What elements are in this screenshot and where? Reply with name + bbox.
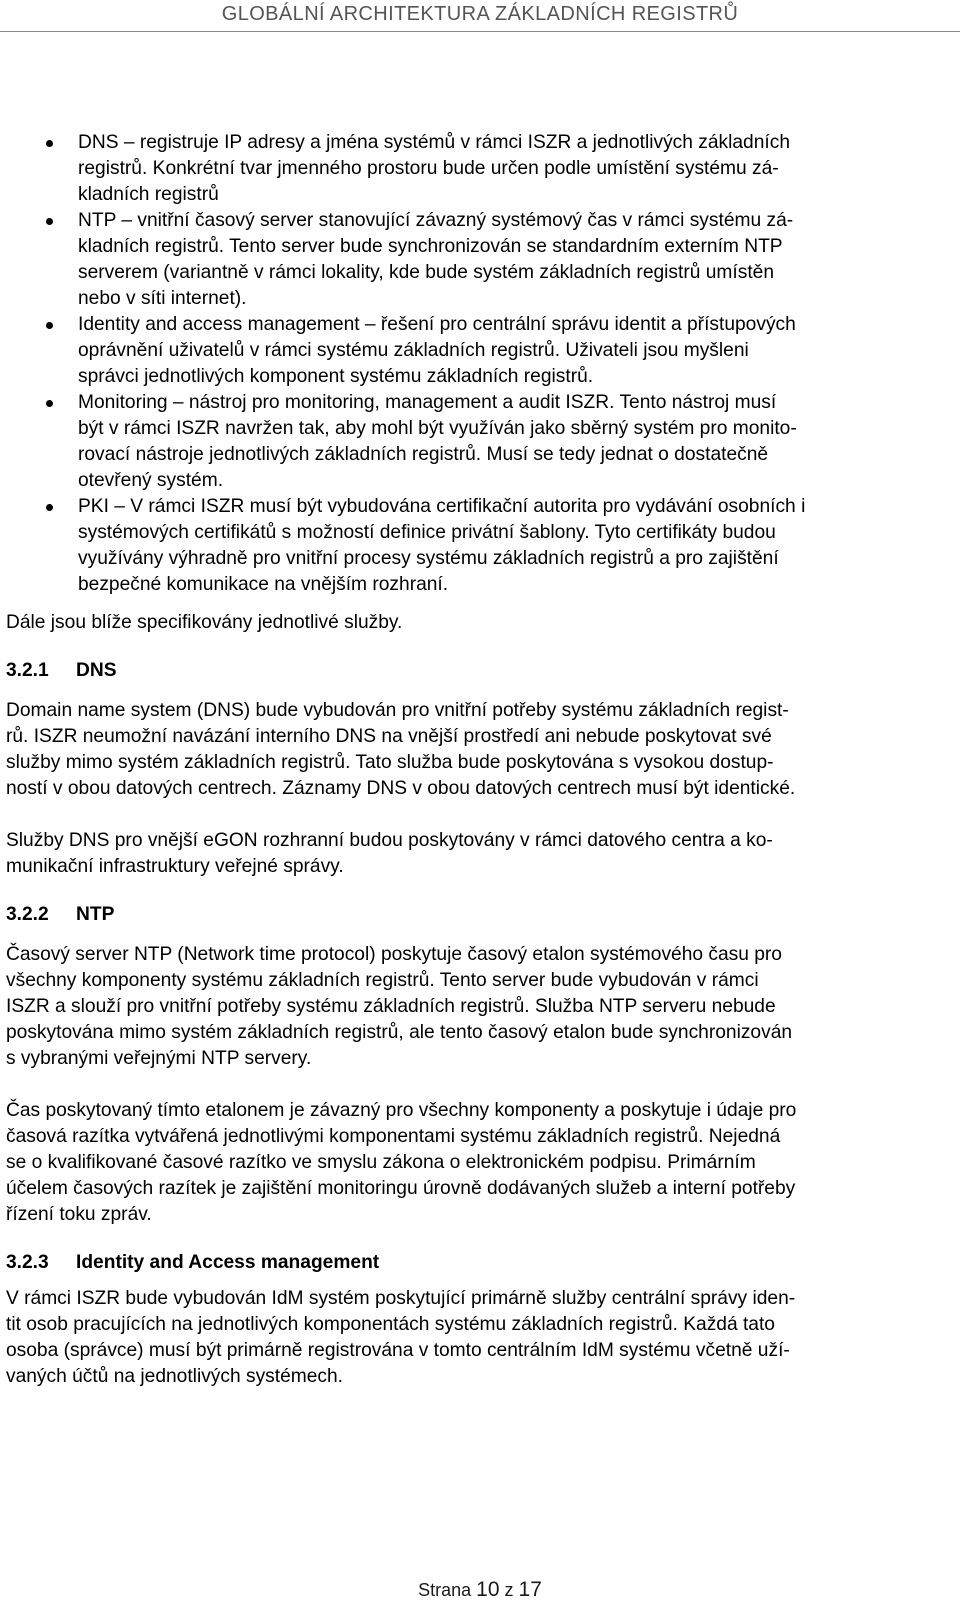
paragraph — [6, 1098, 954, 1228]
paragraph-line: časová razítka vytvářená jednotlivými komponentami systému základních registrů. Nejedná — [6, 1126, 781, 1147]
section-number: 3.2.3 — [6, 1252, 49, 1273]
page-header — [0, 0, 960, 32]
paragraph-line: se o kvalifikované časové razítko ve smyslu zákona o elektronickém podpisu. Primárním — [6, 1152, 756, 1173]
paragraph-line: vaných účtů na jednotlivých systémech. — [6, 1366, 344, 1387]
list-item-line: Identity and access management – řešení pro centrální správu identit a přístupových — [78, 314, 796, 335]
paragraph — [6, 698, 954, 802]
list-item-line: kladních registrů. Tento server bude synchronizován se standardním externím NTP — [78, 236, 783, 257]
list-item-line: otevřený systém. — [78, 470, 224, 491]
paragraph — [6, 942, 954, 1072]
paragraph-line: poskytována mimo systém základních registrů, ale tento časový etalon bude synchronizován — [6, 1022, 793, 1043]
paragraph-line: všechny komponenty systému základních registrů. Tento server bude vybudován v rámci — [6, 970, 759, 991]
section-number: 3.2.1 — [6, 660, 49, 681]
paragraph-line: osoba (správce) musí být primárně registrována v tomto centrálním IdM systému včetně uží- — [6, 1340, 790, 1361]
list-item-ntp — [6, 208, 954, 312]
document-body — [6, 130, 954, 1390]
page-number-current: 10 — [476, 1578, 500, 1601]
paragraph-line: rů. ISZR neumožní navázání interního DNS na vnější prostředí ani nebude poskytovat své — [6, 726, 772, 747]
page-number-separator: z — [504, 1580, 514, 1600]
section-heading-iam — [6, 1250, 954, 1276]
paragraph-line: V rámci ISZR bude vybudován IdM systém poskytující primárně služby centrální správy iden- — [6, 1288, 796, 1309]
paragraph-line: Časový server NTP (Network time protocol) poskytuje časový etalon systémového času pro — [6, 944, 782, 965]
paragraph-line: účelem časových razítek je zajištění monitoringu úrovně dodávaných služeb a interní potřeby — [6, 1178, 796, 1199]
list-item-line: správci jednotlivých komponent systému základních registrů. — [78, 366, 594, 387]
paragraph-line: tit osob pracujících na jednotlivých komponentách systému základních registrů. Každá tato — [6, 1314, 775, 1335]
paragraph-line: řízení toku zpráv. — [6, 1204, 152, 1225]
service-list — [6, 130, 954, 598]
paragraph-line: služby mimo systém základních registrů. Tato služba bude poskytována s vysokou dostup- — [6, 752, 774, 773]
list-item-line: využívány výhradně pro vnitřní procesy systému základních registrů a pro zajištění — [78, 548, 779, 569]
bullet-dot-icon — [46, 140, 53, 147]
list-item-monitoring — [6, 390, 954, 494]
paragraph — [6, 828, 954, 880]
section-heading-dns — [6, 658, 954, 684]
paragraph-line: Služby DNS pro vnější eGON rozhranní budou poskytovány v rámci datového centra a ko- — [6, 830, 773, 851]
list-item-line: oprávnění uživatelů v rámci systému základních registrů. Uživateli jsou myšleni — [78, 340, 749, 361]
paragraph-line: munikační infrastruktury veřejné správy. — [6, 856, 344, 877]
section-title: Identity and Access management — [76, 1252, 380, 1273]
list-item-pki — [6, 494, 954, 598]
paragraph-line: Domain name system (DNS) bude vybudován pro vnitřní potřeby systému základních regist- — [6, 700, 789, 721]
list-item-line: NTP – vnitřní časový server stanovující závazný systémový čas v rámci systému zá- — [78, 210, 794, 231]
paragraph-line: s vybranými veřejnými NTP servery. — [6, 1048, 312, 1069]
list-item-line: PKI – V rámci ISZR musí být vybudována certifikační autorita pro vydávání osobních i — [78, 496, 806, 517]
bullet-dot-icon — [46, 400, 53, 407]
section-heading-ntp — [6, 902, 954, 928]
list-item-line: být v rámci ISZR navržen tak, aby mohl být využíván jako sběrný systém pro monito- — [78, 418, 797, 439]
list-item-line: bezpečné komunikace na vnějším rozhraní. — [78, 574, 449, 595]
section-title: DNS — [76, 660, 117, 681]
bullet-dot-icon — [46, 322, 53, 329]
list-item-line: DNS – registruje IP adresy a jména systémů v rámci ISZR a jednotlivých základních — [78, 132, 790, 153]
paragraph-line: ISZR a slouží pro vnitřní potřeby systému základních registrů. Služba NTP serveru nebude — [6, 996, 776, 1017]
section-title: NTP — [76, 904, 115, 925]
list-item-dns — [6, 130, 954, 208]
page-number-total: 17 — [518, 1578, 542, 1601]
list-item-line: serverem (variantně v rámci lokality, kde bude systém základních registrů umístěn — [78, 262, 774, 283]
services-intro: Dále jsou blíže specifikovány jednotlivé služby. — [6, 612, 403, 633]
list-item-line: Monitoring – nástroj pro monitoring, management a audit ISZR. Tento nástroj musí — [78, 392, 777, 413]
list-item-line: rovací nástroje jednotlivých základních registrů. Musí se tedy jednat o dostatečně — [78, 444, 769, 465]
section-number: 3.2.2 — [6, 904, 49, 925]
paragraph — [6, 1286, 954, 1390]
page-number-label: Strana — [418, 1580, 472, 1600]
paragraph-line: Čas poskytovaný tímto etalonem je závazný pro všechny komponenty a poskytuje i údaje pro — [6, 1100, 797, 1121]
header-title: GLOBÁLNÍ ARCHITEKTURA ZÁKLADNÍCH REGISTRŮ — [221, 3, 739, 25]
list-item-line: nebo v síti internet). — [78, 288, 247, 309]
list-item-iam — [6, 312, 954, 390]
bullet-dot-icon — [46, 218, 53, 225]
page-footer — [0, 1578, 960, 1602]
list-item-line: systémových certifikátů s možností definice privátní šablony. Tyto certifikáty budou — [78, 522, 776, 543]
bullet-dot-icon — [46, 504, 53, 511]
list-item-line: registrů. Konkrétní tvar jmenného prostoru bude určen podle umístění systému zá- — [78, 158, 779, 179]
list-item-line: kladních registrů — [78, 184, 219, 205]
paragraph-line: ností v obou datových centrech. Záznamy DNS v obou datových centrech musí být identické. — [6, 778, 796, 799]
